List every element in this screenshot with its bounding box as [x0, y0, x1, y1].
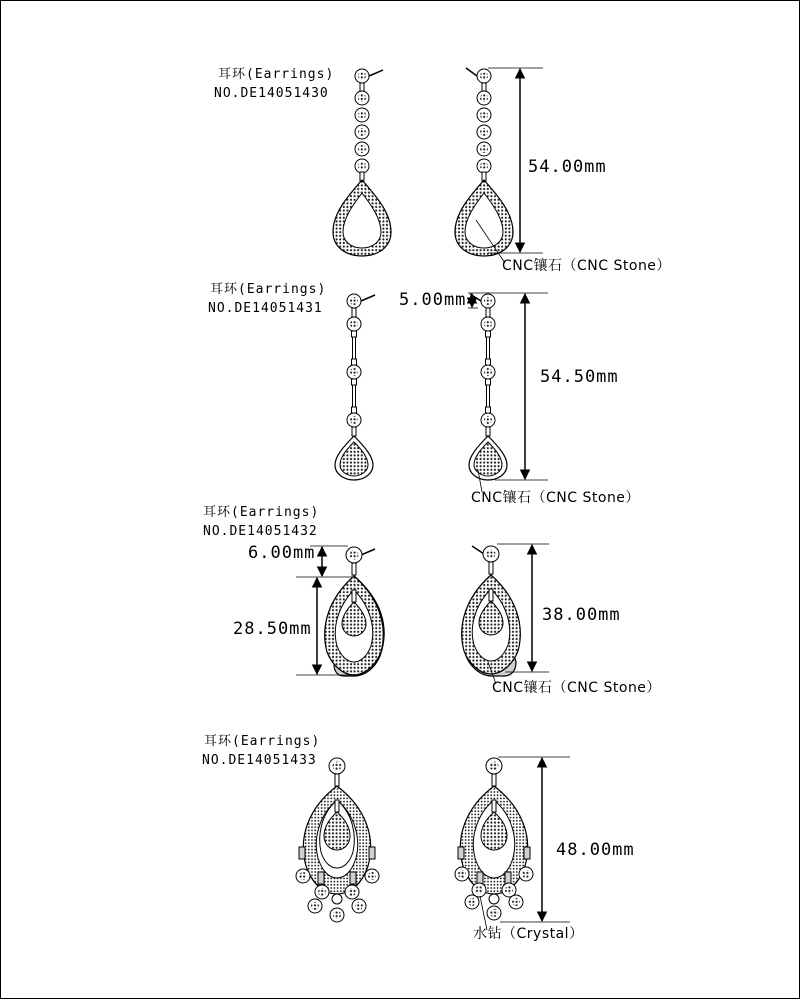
callout-leader: [480, 896, 487, 930]
marquise-drop: [325, 576, 384, 676]
item-3-stud-size: 6.00mm: [248, 543, 316, 563]
bezel-stone-icon: [329, 758, 345, 774]
stud-post-icon: [369, 70, 383, 76]
item-2-title: 耳环(Earrings): [210, 282, 327, 297]
item-3-callout: CNC镶石（CNC Stone）: [492, 680, 661, 696]
stud-post-icon: [361, 549, 375, 555]
earring-2-front-view: [335, 294, 375, 480]
earring-3-front-view: [325, 547, 384, 676]
item-4-title: 耳环(Earrings): [204, 734, 321, 749]
bezel-stone-icon: [355, 125, 369, 139]
earring-1-side-view: [455, 68, 513, 256]
bezel-stone-icon: [477, 142, 491, 156]
bezel-stone-icon: [347, 413, 361, 427]
bezel-stone-icon: [481, 317, 495, 331]
bezel-stone-icon: [477, 69, 491, 83]
bezel-stone-icon: [347, 365, 361, 379]
item-4-number: NO.DE14051433: [202, 753, 317, 768]
stud-post-icon: [466, 68, 477, 76]
bezel-stone-icon: [481, 294, 495, 308]
stud-post-icon: [472, 546, 484, 554]
bezel-stone-icon: [481, 413, 495, 427]
item-4-callout: 水钻（Crystal）: [473, 926, 584, 942]
bezel-stone-icon: [477, 125, 491, 139]
earring-4-front-view: [296, 758, 379, 922]
item-4-length: 48.00mm: [556, 840, 635, 860]
item-1-title: 耳环(Earrings): [218, 67, 335, 82]
sheet-border: [1, 1, 800, 999]
bezel-stone-icon: [346, 547, 362, 563]
pave-teardrop: [335, 436, 373, 480]
bezel-stone-icon: [355, 142, 369, 156]
bezel-stone-icon: [481, 365, 495, 379]
item-1-callout: CNC镶石（CNC Stone）: [502, 258, 671, 274]
item-3-length: 38.00mm: [542, 605, 621, 625]
stud-post-icon: [361, 295, 375, 301]
item-3-drop-length: 28.50mm: [233, 619, 312, 639]
item-2-stud-size: 5.00mm: [399, 290, 467, 310]
bezel-stone-icon: [355, 69, 369, 83]
item-1-length: 54.00mm: [528, 157, 607, 177]
item-2-number: NO.DE14051431: [208, 301, 323, 316]
bezel-stone-icon: [355, 91, 369, 105]
earring-1-front-view: [333, 69, 391, 256]
item-1-number: NO.DE14051430: [214, 86, 329, 101]
item-3-number: NO.DE14051432: [203, 524, 318, 539]
bezel-stone-icon: [486, 758, 502, 774]
item-2-length: 54.50mm: [540, 367, 619, 387]
earring-2-side-view: [469, 294, 507, 480]
earring-4-side-view: [455, 758, 533, 920]
item-3-title: 耳环(Earrings): [203, 505, 320, 520]
bezel-stone-icon: [477, 108, 491, 122]
bezel-stone-icon: [347, 294, 361, 308]
bezel-stone-icon: [355, 108, 369, 122]
item-2-callout: CNC镶石（CNC Stone）: [471, 490, 640, 506]
bezel-stone-icon: [483, 546, 499, 562]
bezel-stone-icon: [477, 159, 491, 173]
bezel-stone-icon: [347, 317, 361, 331]
bezel-stone-icon: [355, 159, 369, 173]
bezel-stone-icon: [477, 91, 491, 105]
fringe-center: [330, 894, 344, 922]
earring-3-side-view: [462, 546, 521, 676]
teardrop-frame: [333, 180, 391, 256]
